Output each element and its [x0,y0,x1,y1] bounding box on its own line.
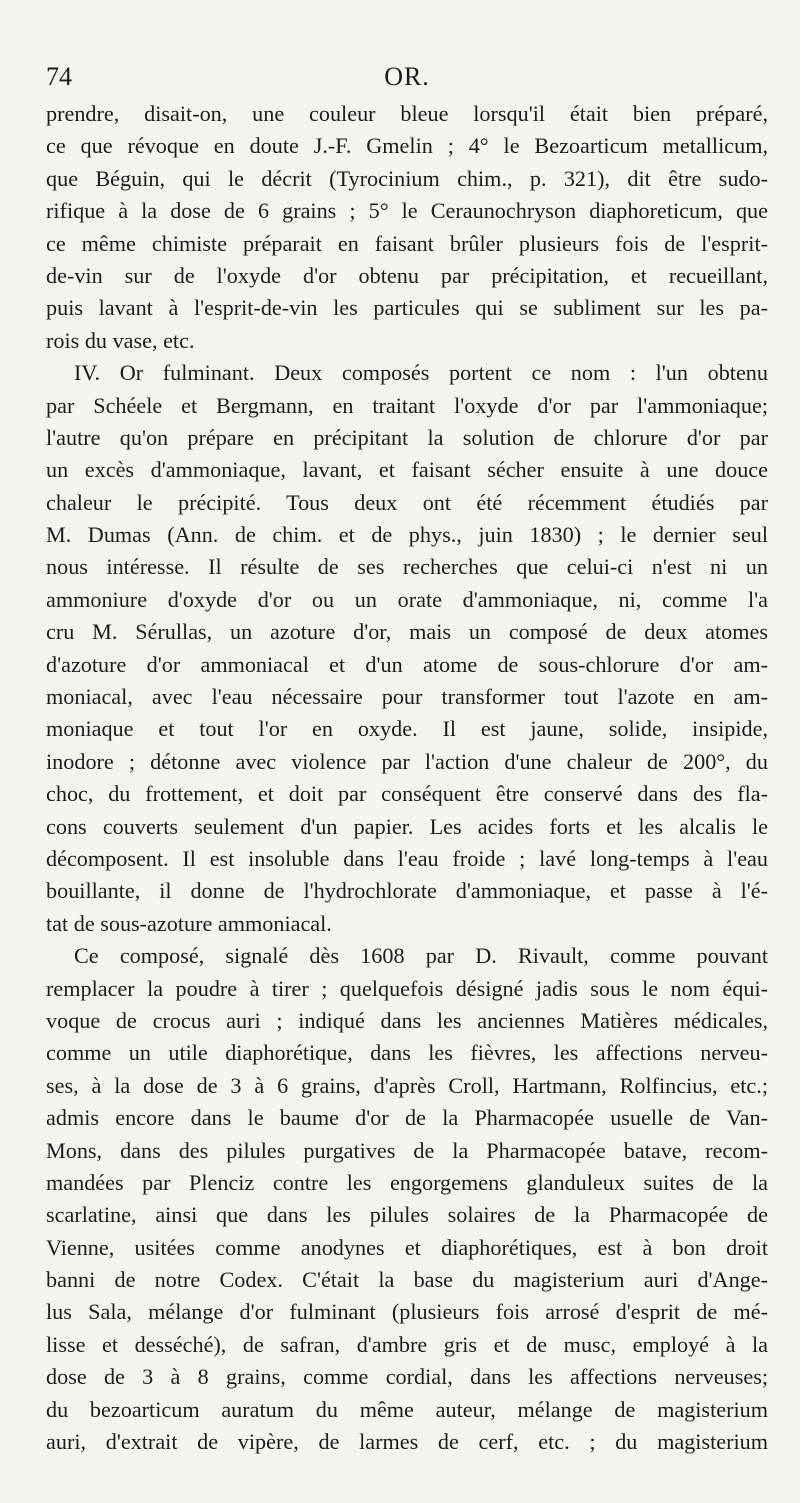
section-heading-line: IV. Or fulminant. Deux composés portent ce nom : l'un obtenu [74,360,768,386]
text-line: M. Dumas (Ann. de chim. et de phys., juin 1830) ; le dernier seul [46,522,768,548]
text-line: ce même chimiste préparait en faisant brûler plusieurs fois de l'esprit- [46,230,768,256]
text-line: décomposent. Il est insoluble dans l'eau froide ; lavé long-temps à l'eau [46,845,768,871]
text-line: par Schéele et Bergmann, en traitant l'oxyde d'or par l'ammoniaque; [46,392,768,418]
text-line: dose de 3 à 8 grains, comme cordial, dans les affections nerveuses; [46,1364,768,1390]
text-line: scarlatine, ainsi que dans les pilules solaires de la Pharmacopée de [46,1202,768,1228]
text-line: mandées par Plenciz contre les engorgemens glanduleux suites de la [46,1169,768,1195]
text-line: l'autre qu'on prépare en précipitant la solution de chlorure d'or par [46,424,768,450]
text-line: cru M. Sérullas, un azoture d'or, mais un composé de deux atomes [46,619,768,645]
body-text [46,98,768,1458]
text-line: choc, du frottement, et doit par conséquent être conservé dans des fla- [46,781,768,807]
text-line: inodore ; détonne avec violence par l'action d'une chaleur de 200°, du [46,748,768,774]
text-line: comme un utile diaphorétique, dans les fièvres, les affections nerveu- [46,1040,768,1066]
text-line: tat de sous-azoture ammoniacal. [46,910,332,936]
text-line: moniacal, avec l'eau nécessaire pour transformer tout l'azote en am- [46,684,768,710]
text-line: bouillante, il donne de l'hydrochlorate d'ammoniaque, et passe à l'é- [46,878,768,904]
text-line: moniaque et tout l'or en oxyde. Il est jaune, solide, insipide, [46,716,768,742]
text-line: du bezoarticum auratum du même auteur, mélange de magisterium [46,1396,768,1422]
text-line: banni de notre Codex. C'était la base du magisterium auri d'Ange- [46,1267,768,1293]
text-line: lus Sala, mélange d'or fulminant (plusieurs fois arrosé d'esprit de mé- [46,1299,768,1325]
text-line: d'azoture d'or ammoniacal et d'un atome de sous-chlorure d'or am- [46,651,768,677]
running-title: OR. [384,62,430,91]
text-line: rifique à la dose de 6 grains ; 5° le Ceraunochryson diaphoreticum, que [46,198,768,224]
text-line: un excès d'ammoniaque, lavant, et faisant sécher ensuite à une douce [46,457,768,483]
text-line: puis lavant à l'esprit-de-vin les particules qui se subliment sur les pa- [46,295,768,321]
text-line: que Béguin, qui le décrit (Tyrocinium chim., p. 321), dit être sudo- [46,165,768,191]
page-header [46,60,768,98]
text-line: ammoniure d'oxyde d'or ou un orate d'ammoniaque, ni, comme l'a [46,586,768,612]
text-line: ses, à la dose de 3 à 6 grains, d'après Croll, Hartmann, Rolfincius, etc.; [46,1072,768,1098]
text-line: Mons, dans des pilules purgatives de la Pharmacopée batave, recom- [46,1137,768,1163]
text-line: Vienne, usitées comme anodynes et diaphorétiques, est à bon droit [46,1234,768,1260]
text-line: remplacer la poudre à tirer ; quelquefois désigné jadis sous le nom équi- [46,975,768,1001]
text-line: admis encore dans le baume d'or de la Pharmacopée usuelle de Van- [46,1105,768,1131]
text-line: ce que révoque en doute J.-F. Gmelin ; 4° le Bezoarticum metallicum, [46,133,768,159]
text-line: rois du vase, etc. [46,327,195,353]
text-line: lisse et desséché), de safran, d'ambre gris et de musc, employé à la [46,1331,768,1357]
page-number: 74 [46,62,72,91]
text-line: nous intéresse. Il résulte de ses recherches que celui-ci n'est ni un [46,554,768,580]
text-line: de-vin sur de l'oxyde d'or obtenu par précipitation, et recueillant, [46,262,768,288]
text-line: prendre, disait-on, une couleur bleue lorsqu'il était bien préparé, [46,101,768,126]
text-line: voque de crocus auri ; indiqué dans les anciennes Matières médicales, [46,1007,768,1033]
text-line: cons couverts seulement d'un papier. Les acides forts et les alcalis le [46,813,768,839]
text-line: chaleur le précipité. Tous deux ont été récemment étudiés par [46,489,768,515]
paragraph-start-line: Ce composé, signalé dès 1608 par D. Rivault, comme pouvant [74,943,768,969]
text-line: auri, d'extrait de vipère, de larmes de cerf, etc. ; du magisterium [46,1429,768,1455]
